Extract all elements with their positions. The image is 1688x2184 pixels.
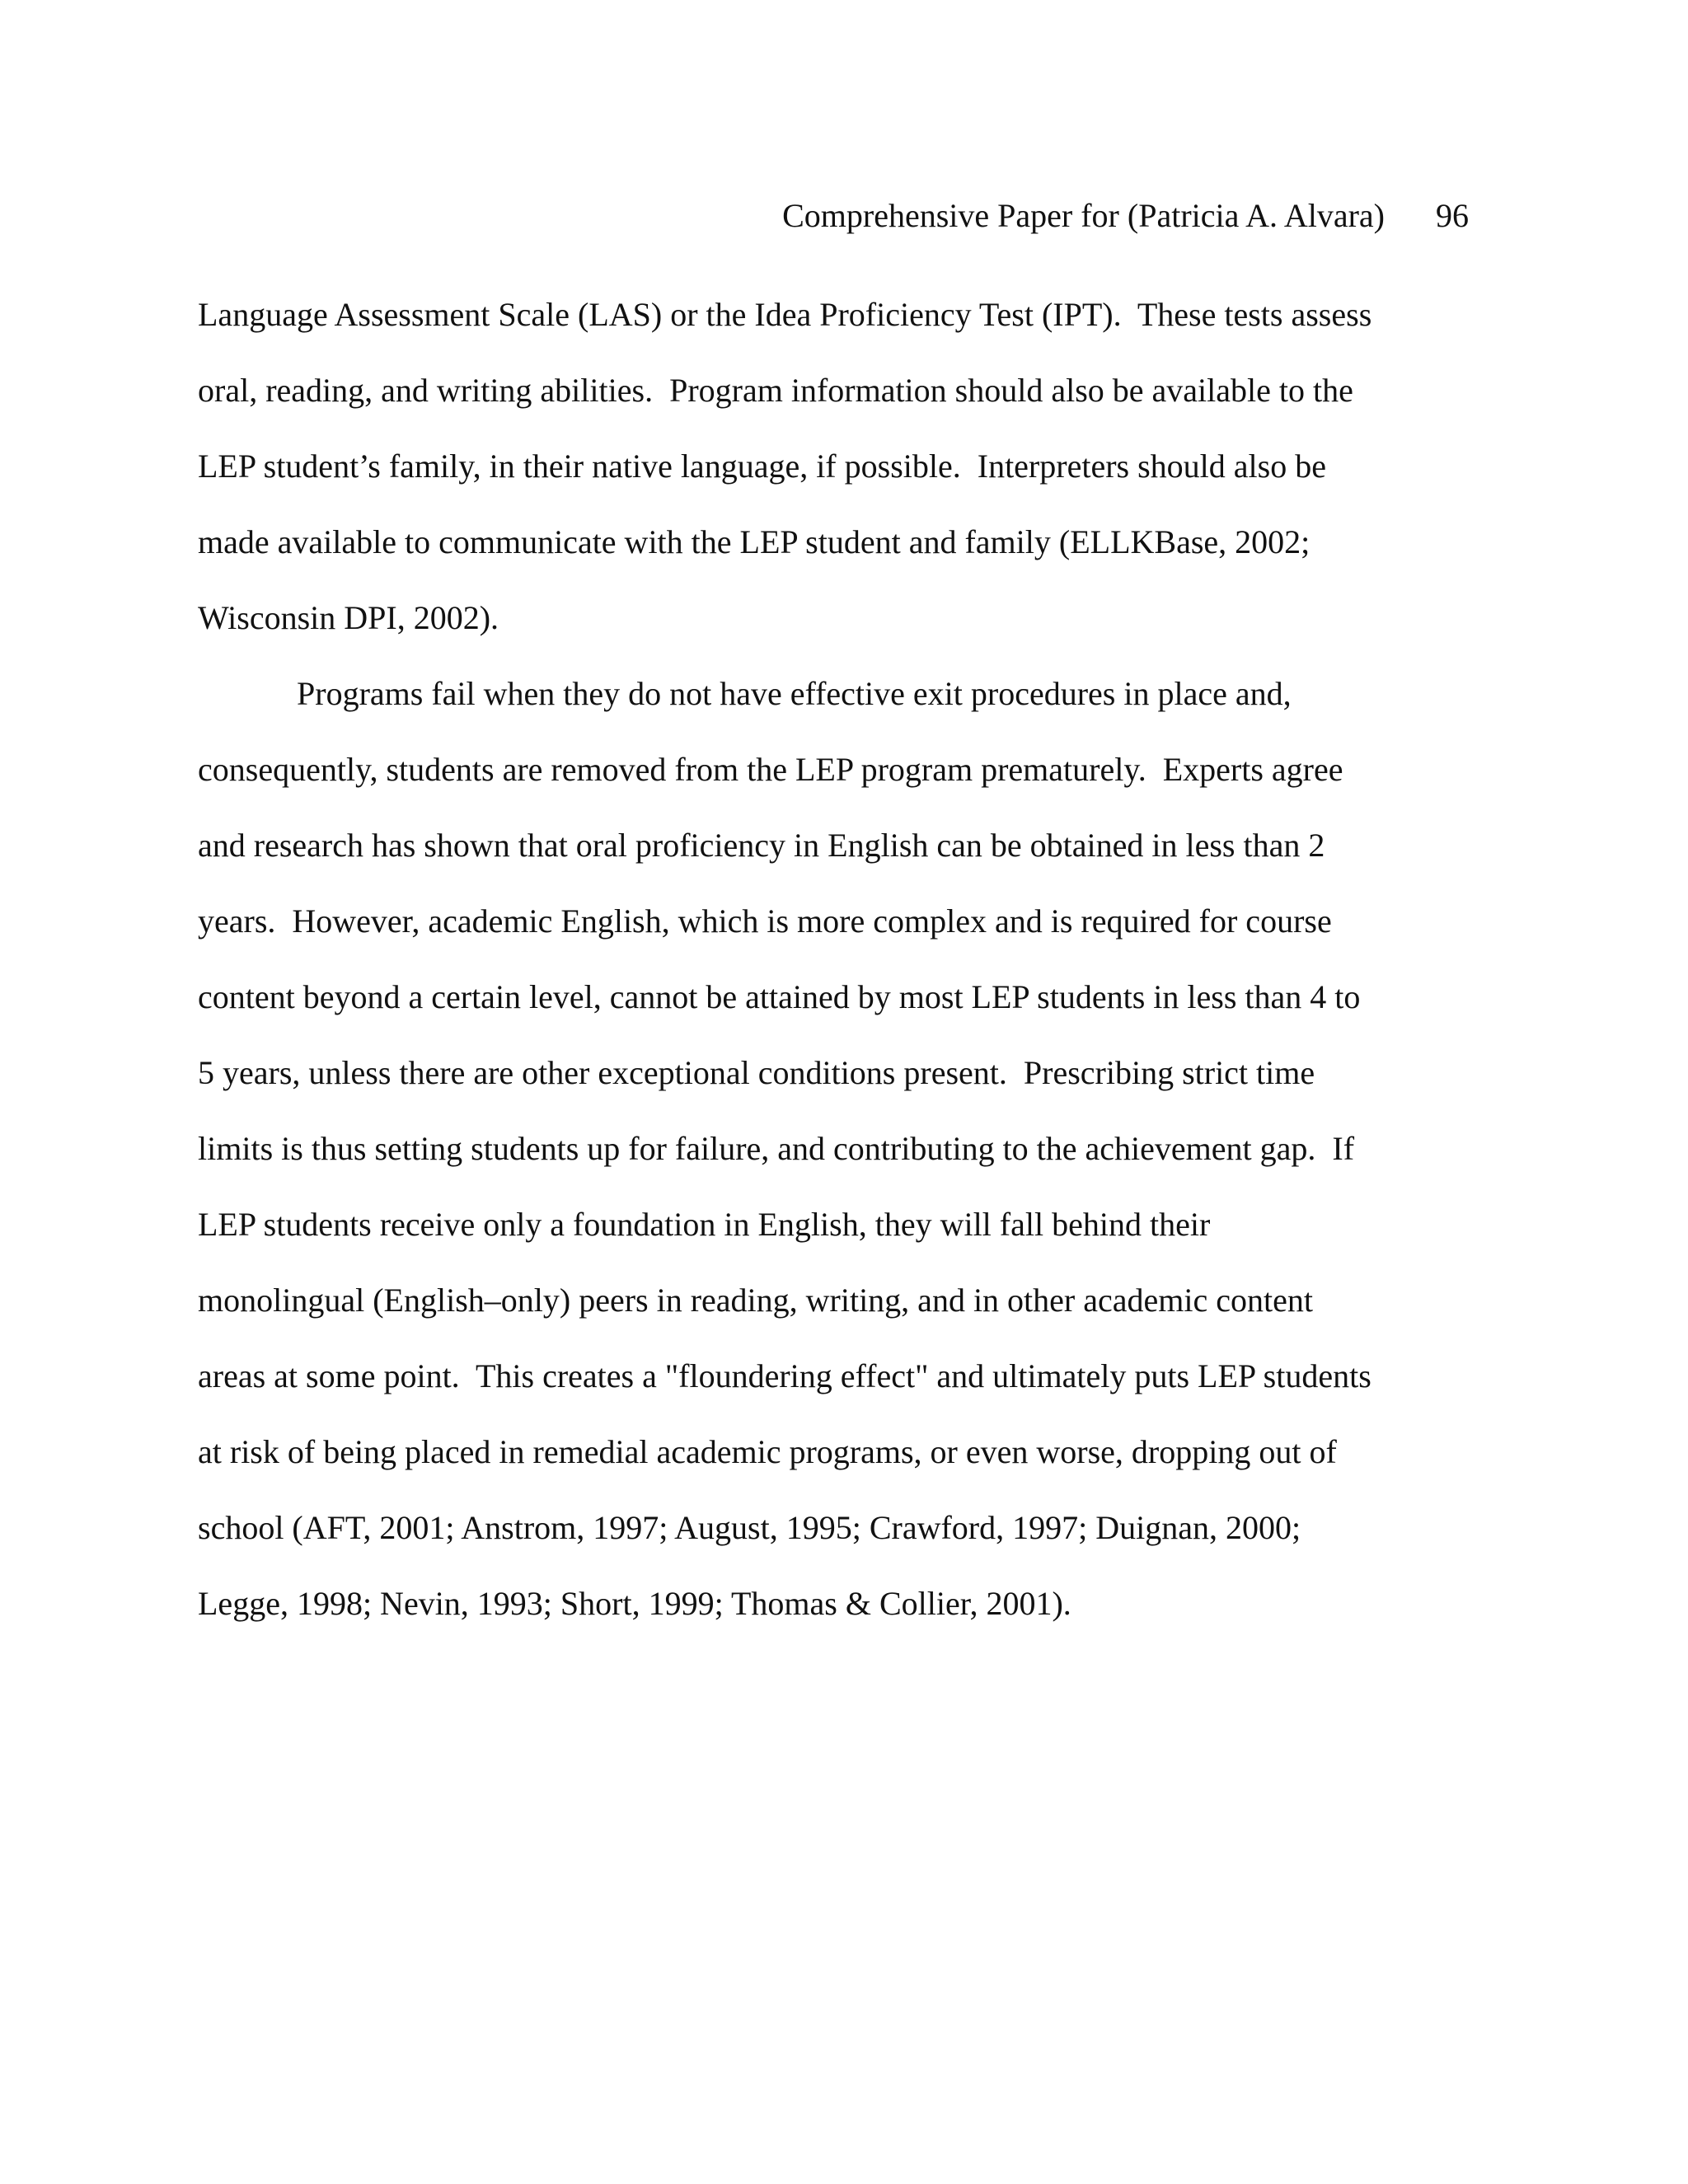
text-line: made available to communicate with the LEP student and family (ELLKBase, 2002; xyxy=(198,523,1311,560)
text-line: LEP student’s family, in their native language, if possible. Interpreters should also be xyxy=(198,448,1326,485)
text-line: Language Assessment Scale (LAS) or the Idea Proficiency Test (IPT). These tests assess xyxy=(198,296,1372,333)
text-line: limits is thus setting students up for failure, and contributing to the achievement gap. If xyxy=(198,1130,1355,1167)
text-line: school (AFT, 2001; Anstrom, 1997; August, 1995; Crawford, 1997; Duignan, 2000; xyxy=(198,1509,1301,1546)
text-line: years. However, academic English, which is more complex and is required for course xyxy=(198,902,1332,940)
page-number: 96 xyxy=(1436,197,1469,234)
text-line: consequently, students are removed from the LEP program prematurely. Experts agree xyxy=(198,751,1343,788)
text-line: Programs fail when they do not have effective exit procedures in place and, xyxy=(297,675,1292,712)
text-line: areas at some point. This creates a "floundering effect" and ultimately puts LEP students xyxy=(198,1357,1372,1394)
paragraph-2 xyxy=(198,674,1484,1660)
text-line: at risk of being placed in remedial academic programs, or even worse, dropping out of xyxy=(198,1433,1337,1470)
text-line: monolingual (English–only) peers in reading, writing, and in other academic content xyxy=(198,1282,1313,1319)
text-line: and research has shown that oral proficiency in English can be obtained in less than 2 xyxy=(198,827,1325,864)
body-text xyxy=(198,295,1484,1660)
text-line: content beyond a certain level, cannot be attained by most LEP students in less than 4 to xyxy=(198,978,1361,1015)
text-line: Legge, 1998; Nevin, 1993; Short, 1999; Thomas & Collier, 2001). xyxy=(198,1585,1071,1622)
text-line: oral, reading, and writing abilities. Program information should also be available to the xyxy=(198,372,1353,409)
running-head: Comprehensive Paper for (Patricia A. Alvara) xyxy=(782,197,1385,234)
paragraph-1 xyxy=(198,295,1484,674)
text-line: LEP students receive only a foundation in English, they will fall behind their xyxy=(198,1206,1211,1243)
text-line: Wisconsin DPI, 2002). xyxy=(198,599,499,636)
text-line: 5 years, unless there are other exceptional conditions present. Prescribing strict time xyxy=(198,1054,1315,1091)
